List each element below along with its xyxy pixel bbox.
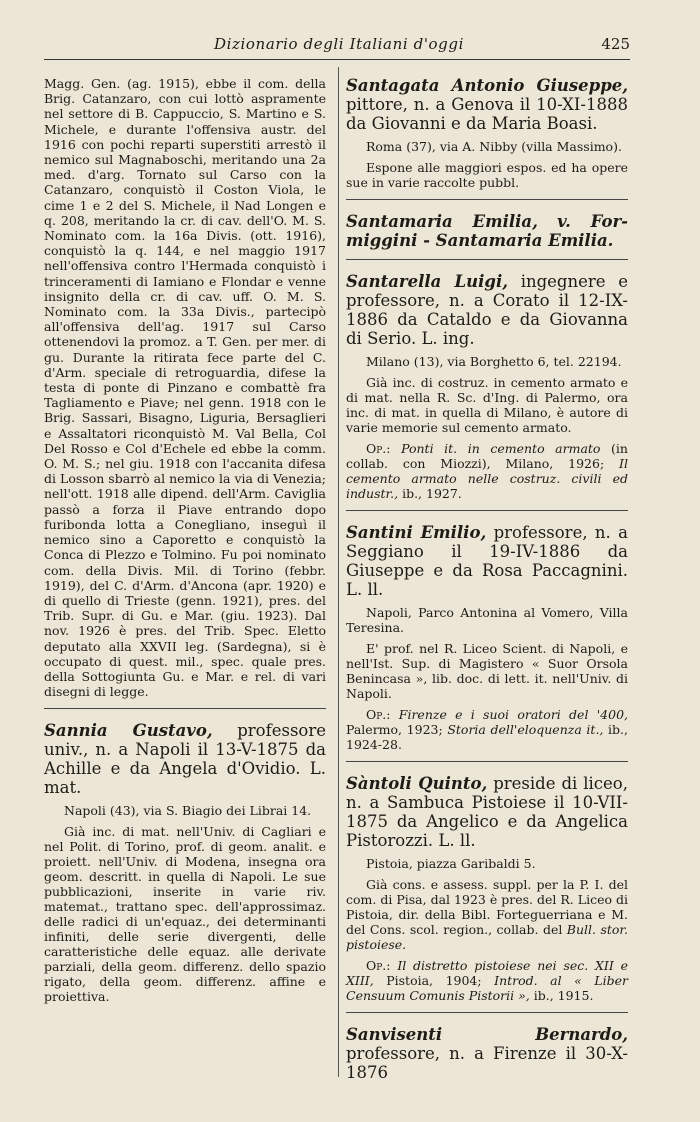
work-title: Firenze e i suoi oratori del '400,	[398, 707, 628, 722]
work-details: ib., 1927.	[402, 486, 462, 501]
page-header	[44, 33, 630, 57]
entry-address: Milano (13), via Borghetto 6, tel. 22194.	[366, 354, 622, 369]
entry-sannia	[44, 721, 326, 1004]
entry-intro: professore, n. a Seggiano il 19-IV-1886 da Giuseppe e da Rosa Paccagnini. L. ll.	[346, 523, 628, 599]
entry-name: Santamaria Emilia,	[346, 212, 538, 231]
work-details: (in collab. con Miozzi), Milano, 1926;	[346, 441, 628, 471]
work-title: Ponti it. in cemento armato	[401, 441, 601, 456]
entry-heading	[346, 774, 628, 850]
entry-intro: v. For-miggini - Santamaria Emilia.	[346, 212, 628, 250]
entry-santarella	[346, 272, 628, 501]
entry-career: Già inc. di mat. nell'Univ. di Cagliari e nel Polit. di Torino, prof. di geom. analit. e proiett. nell'Univ. di Modena, insegna ora geom. descritt. in quella di Napoli. Le sue pubblicazioni, inserite in varie riv. matemat., trattano spec. dell'approssimaz. delle radici di un'equaz., dei determinanti infiniti, delle serie divergenti, delle caratteristiche delle equaz. alle derivate parziali, della geom. differenz. dello spazio rigato, della geom. differenz. affine e proiettiva.	[44, 824, 326, 1005]
entry-santoli	[346, 774, 628, 1003]
entry-santamaria	[346, 212, 628, 250]
works-label: Op.:	[366, 441, 391, 456]
entry-heading	[44, 721, 326, 797]
entry-works	[346, 441, 628, 501]
entry-address: Roma (37), via A. Nibby (villa Massimo).	[366, 139, 622, 154]
entry-name: Sannia Gustavo,	[44, 721, 213, 741]
entry-continuation: Magg. Gen. (ag. 1915), ebbe il com. della Brig. Catanzaro, con cui lottò aspramente nel settore di B. Cappuccio, S. Martino e S. Michele, e durante l'offensiva austr. del 1916 con pochi reparti superstiti arrestò il nemico sul Magnaboschi, meritando una 2a med. d'arg. Tornato sul Carso con la Catanzaro, conquistò il Coston Viola, le cime 1 e 2 del S. Michele, il Nad Longen e q. 208, meritando la cr. di cav. dell'O. M. S. Nominato com. la 16a Divis. (ott. 1916), conquistò la q. 144, e nel maggio 1917 nell'offensiva contro l'Hermada conquistò i trinceramenti di Iamiano e Flondar e venne insignito della cr. di cav. uff. O. M. S. Nominato com. la 33a Divis., partecipò all'offensiva dell'ag. 1917 sul Carso ottenendovi la promoz. a T. Gen. per mer. di gu. Durante la ritirata fece parte del C. d'Arm. speciale di retroguardia, difese la testa di ponte di Pinzano e combattè fra Tagliamento e Piave; nel genn. 1918 con le Brig. Sassari, Bisagno, Liguria, Bersaglieri e Assaltatori riconquistò M. Val Bella, Col Del Rosso e Col d'Echele ed ebbe la comm. O. M. S.; nel giu. 1918 con l'accanita difesa di Losson sbarrò al nemico la via di Venezia; nell'ott. 1918 alle dipend. dell'Arm. Caviglia passò a forza il Piave entrando dopo furibonda lotta a Conegliano, inseguì il nemico sino a Caporetto e conquistò la Conca di Plezzo e Tolmino. Fu poi nominato com. della Divis. Mil. di Torino (febbr. 1919), del C. d'Arm. d'Ancona (apr. 1920) e di quello di Trieste (genn. 1921), pres. del Trib. Supr. di Gu. e Mar. (giu. 1923). Dal nov. 1926 è pres. del Trib. Spec. Eletto deputato alla XXVII leg. (Sardegna), si è occupato di quest. mil., spec. quale pres. della Sottogiunta Gu. e Mar. e rel. di vari disegni di legge.	[44, 76, 326, 700]
entry-address: Napoli (43), via S. Biagio dei Librai 14.	[64, 803, 312, 819]
running-title: Dizionario degli Italiani d'oggi	[214, 35, 464, 53]
entry-intro: preside di liceo, n. a Sambuca Pistoiese il 10-VII-1875 da Angelico e da Angelica Pistorozzi. L. ll.	[346, 774, 628, 850]
work-details: ib., 1924-28.	[346, 722, 628, 752]
entry-career: E' prof. nel R. Liceo Scient. di Napoli, e nell'Ist. Sup. di Magistero « Suor Orsola Benincasa », lib. doc. di lett. it. nell'Univ. di Napoli.	[346, 641, 628, 701]
entry-separator	[346, 761, 628, 762]
entry-name: Sàntoli Quinto,	[346, 774, 488, 793]
entry-heading	[346, 1025, 628, 1082]
entry-separator	[44, 708, 326, 709]
entry-address: Napoli, Parco Antonina al Vomero, Villa Teresina.	[346, 605, 628, 635]
column-divider	[338, 67, 339, 1077]
entry-intro: professore, n. a Firenze il 30-X-1876	[346, 1044, 628, 1082]
work-details: Pistoia, 1904;	[386, 973, 482, 988]
entry-works	[346, 707, 628, 752]
page-number: 425	[601, 35, 630, 53]
entry-name: Santagata Antonio Giuseppe,	[346, 76, 628, 95]
entry-heading	[346, 212, 628, 250]
career-text: Già cons. e assess. suppl. per la P. I. del com. di Pisa, dal 1923 è pres. del R. Liceo di Pistoia, dir. della Bibl. Forteguerriana e M. del Cons. scol. region., collab. del	[346, 877, 628, 937]
entry-intro: ingegnere e professore, n. a Corato il 12-IX-1886 da Cataldo e da Giovanna di Serio. L. ing.	[346, 272, 628, 348]
entry-separator	[346, 199, 628, 200]
work-title: Introd. al « Liber Censuum Comunis Pistorii »,	[346, 973, 628, 1003]
left-column	[44, 76, 326, 1010]
entry-career	[346, 877, 628, 952]
entry-name: Santarella Luigi,	[346, 272, 508, 291]
entry-heading	[346, 272, 628, 348]
entry-separator	[346, 259, 628, 260]
right-column	[346, 76, 628, 1088]
entry-heading	[346, 76, 628, 133]
work-title: Il cemento armato nelle costruz. civili ed industr.,	[346, 456, 628, 501]
work-details: Palermo, 1923;	[346, 722, 443, 737]
work-title: Storia dell'eloquenza it.,	[447, 722, 604, 737]
works-label: Op.:	[366, 707, 391, 722]
entry-santini	[346, 523, 628, 752]
entry-name: Santini Emilio,	[346, 523, 487, 542]
works-label: Op.:	[366, 958, 391, 973]
entry-separator	[346, 510, 628, 511]
entry-sanvisenti	[346, 1025, 628, 1082]
entry-name: Sanvisenti Bernardo,	[346, 1025, 628, 1044]
entry-santagata	[346, 76, 628, 190]
entry-intro: professore univ., n. a Napoli il 13-V-1875 da Achille e da Angela d'Ovidio. L. mat.	[44, 721, 326, 798]
entry-career: Già inc. di costruz. in cemento armato e di mat. nella R. Sc. d'Ing. di Palermo, ora inc. di mat. in quella di Milano, è autore di varie memorie sul cemento armato.	[346, 375, 628, 435]
entry-separator	[346, 1012, 628, 1013]
entry-address: Pistoia, piazza Garibaldi 5.	[366, 856, 536, 871]
entry-works	[346, 958, 628, 1003]
entry-intro: pittore, n. a Genova il 10-XI-1888 da Giovanni e da Maria Boasi.	[346, 95, 628, 133]
career-periodical: Bull. stor. pistoiese.	[346, 922, 628, 952]
entry-career: Espone alle maggiori espos. ed ha opere sue in varie raccolte pubbl.	[346, 160, 628, 190]
work-details: ib., 1915.	[533, 988, 594, 1003]
entry-heading	[346, 523, 628, 599]
work-title: Il distretto pistoiese nei sec. XII e XIII,	[346, 958, 629, 988]
header-rule	[44, 59, 630, 60]
